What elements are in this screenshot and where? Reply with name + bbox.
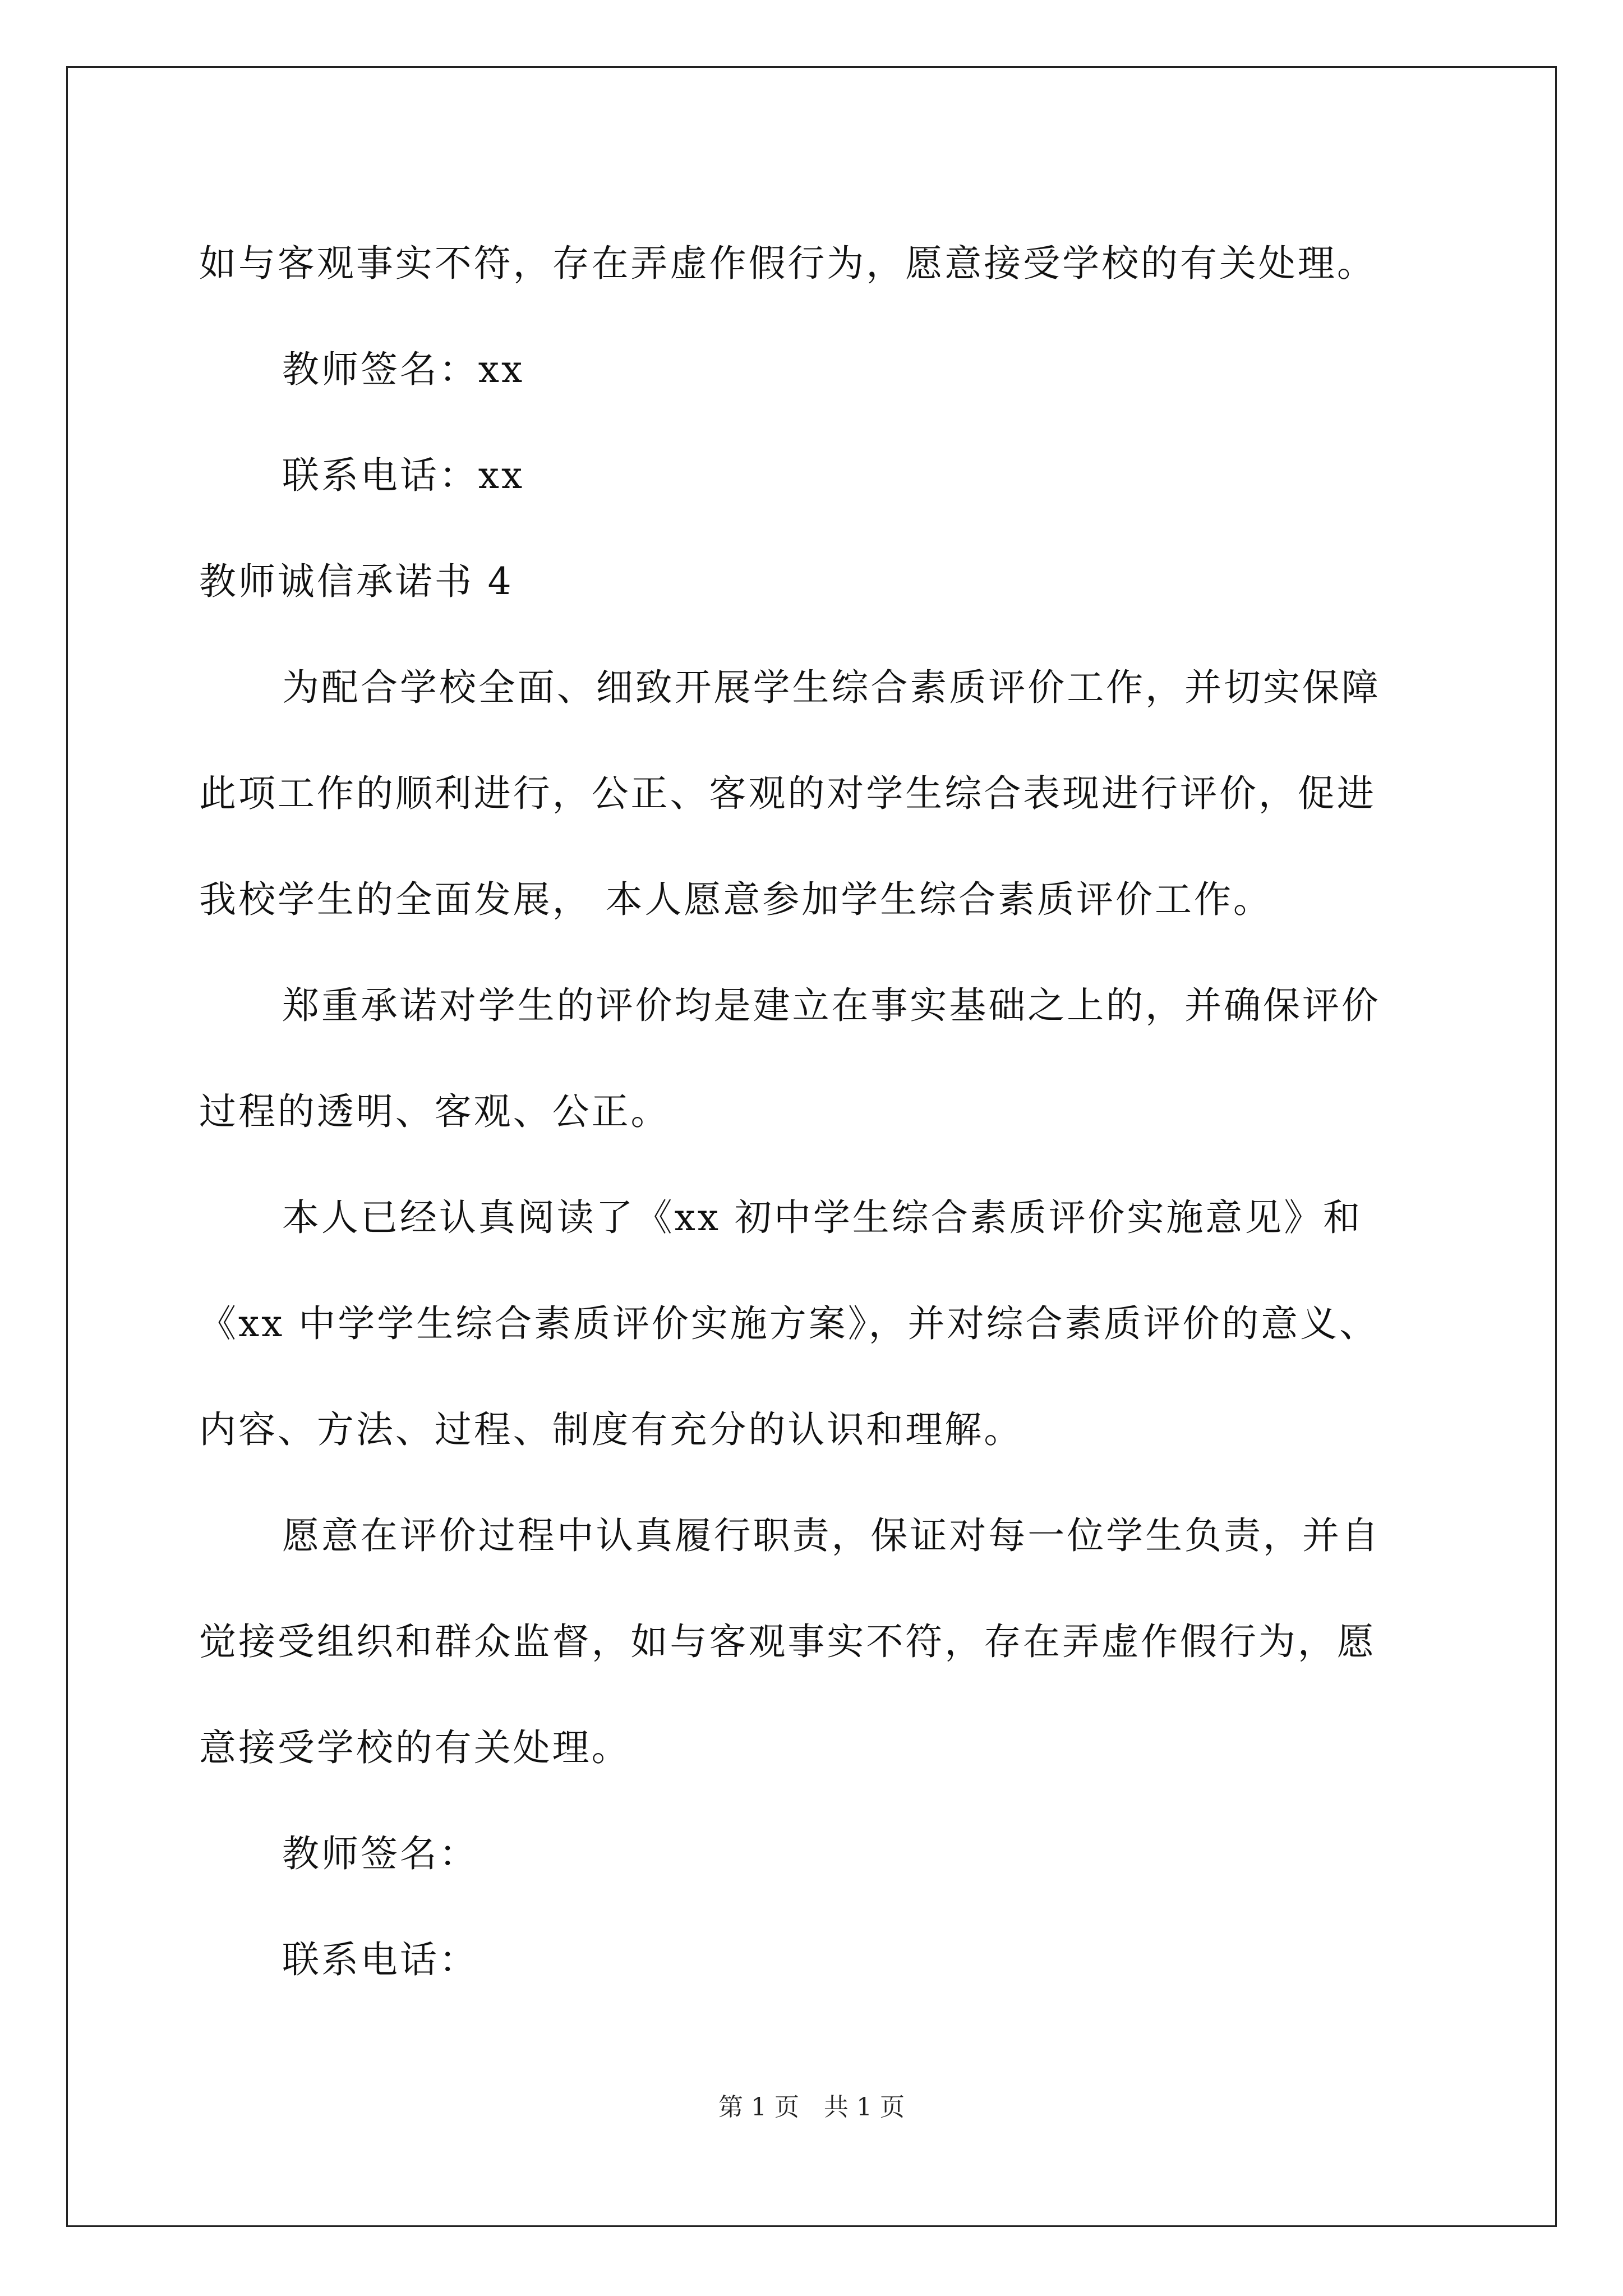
section-heading: 教师诚信承诺书 4 [199, 560, 514, 603]
body-line: 本人已经认真阅读了《xx 初中学生综合素质评价实施意见》和 [282, 1196, 1363, 1239]
body-line: 意接受学校的有关处理。 [199, 1726, 631, 1769]
body-line: 内容、方法、过程、制度有充分的认识和理解。 [199, 1408, 1023, 1451]
body-line: 如与客观事实不符，存在弄虚作假行为，愿意接受学校的有关处理。 [199, 242, 1376, 285]
document-body [199, 210, 1427, 2013]
body-line: 郑重承诺对学生的评价均是建立在事实基础之上的，并确保评价 [282, 984, 1381, 1027]
contact-phone-line: 联系电话：xx [282, 454, 525, 497]
body-line: 《xx 中学学生综合素质评价实施方案》，并对综合素质评价的意义、 [199, 1302, 1379, 1345]
teacher-signature-line: 教师签名： [282, 1832, 478, 1875]
teacher-signature-line: 教师签名：xx [282, 348, 525, 391]
contact-phone-line: 联系电话： [282, 1938, 478, 1981]
body-line: 觉接受组织和群众监督，如与客观事实不符，存在弄虚作假行为，愿 [199, 1620, 1376, 1663]
body-line: 此项工作的顺利进行，公正、客观的对学生综合表现进行评价，促进 [199, 772, 1376, 815]
body-line: 过程的透明、客观、公正。 [199, 1090, 670, 1133]
body-line: 为配合学校全面、细致开展学生综合素质评价工作，并切实保障 [282, 666, 1381, 709]
body-line: 愿意在评价过程中认真履行职责，保证对每一位学生负责，并自 [282, 1514, 1381, 1557]
page-number-footer: 第 1 页 共 1 页 [718, 2093, 905, 2122]
body-line: 我校学生的全面发展， 本人愿意参加学生综合素质评价工作。 [199, 878, 1272, 921]
